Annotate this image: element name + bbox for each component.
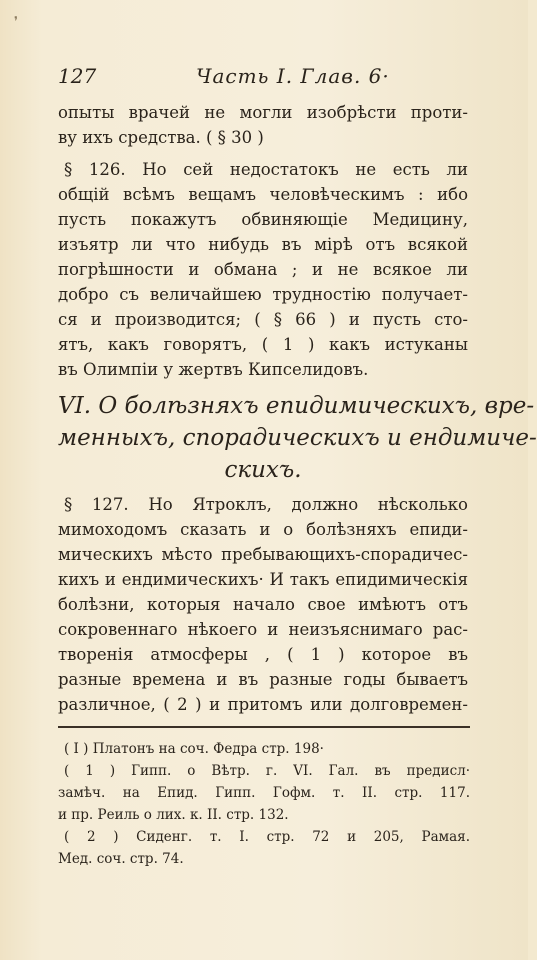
- text-line: добро съ величайшею трудностiю получает-: [58, 285, 468, 304]
- paragraph-126: [58, 157, 468, 382]
- text-line: мимоходомъ сказать и о болѣзняхъ епиди-: [58, 520, 468, 539]
- footnote-line: Мед. соч. стр. 74.: [58, 851, 184, 867]
- heading-line: скихъ.: [224, 457, 302, 483]
- running-header: [58, 64, 458, 92]
- footnote-line: ( I ) Платонъ на соч. Федра стр. 198·: [64, 741, 324, 757]
- footnote-line: и пр. Реиль о лих. к. II. стр. 132.: [58, 807, 289, 823]
- text-line: болѣзни, которыя начало свое имѣютъ отъ: [58, 595, 468, 614]
- text-line: ся и производится; ( § 66 ) и пусть сто-: [58, 310, 468, 329]
- heading-line: VI. О болѣзняхъ епидимическихъ, вре-: [58, 393, 535, 419]
- running-title: Часть I. Глав. 6·: [196, 64, 390, 88]
- text-line: въ Олимпiи у жертвъ Кипселидовъ.: [58, 360, 369, 379]
- text-line: ву ихъ средства. ( § 30 ): [58, 128, 264, 147]
- text-line: кихъ и ендимическихъ· И такъ епидимическiя: [58, 570, 468, 589]
- text-line: изъятp ли что нибудь въ мiрѣ отъ всякой: [58, 235, 468, 254]
- section-heading: [58, 390, 537, 486]
- heading-line: менныхъ, спорадическихъ и ендимиче-: [58, 425, 537, 451]
- footnote-divider: [58, 726, 470, 728]
- text-line: различное, ( 2 ) и притомъ или долговремен-: [58, 695, 468, 714]
- footnote-line: замѣч. на Епид. Гипп. Гофм. т. II. стр. 117.: [58, 785, 470, 801]
- footnote-line: ( 1 ) Гипп. о Вѣтр. г. VI. Гал. въ предисл·: [64, 763, 470, 779]
- page-number: 127: [58, 64, 97, 88]
- text-line: разные времена и въ разные годы бываетъ: [58, 670, 468, 689]
- footnotes: [58, 738, 470, 870]
- paragraph-continuation: [58, 100, 468, 150]
- text-line: § 127. Но Ятроклъ, должно нѣсколько: [64, 495, 468, 514]
- paragraph-127: [58, 492, 468, 717]
- text-line: творенiя атмосферы , ( 1 ) которое въ: [58, 645, 468, 664]
- page-corner-mark: ❜: [14, 14, 18, 28]
- text-line: опыты врачей не могли изобрѣсти проти-: [58, 103, 468, 122]
- text-line: сокровеннаго нѣкоего и неизъяснимаго рас-: [58, 620, 468, 639]
- text-line: погрѣшности и обмана ; и не всякое ли: [58, 260, 468, 279]
- text-line: ятъ, какъ говорятъ, ( 1 ) какъ истуканы: [58, 335, 468, 354]
- text-line: § 126. Но сей недостатокъ не есть ли: [64, 160, 468, 179]
- text-line: мическихъ мѣсто пребывающихъ-спорадичес-: [58, 545, 468, 564]
- text-line: общiй всѣмъ вещамъ человѣческимъ : ибо: [58, 185, 468, 204]
- footnote-line: ( 2 ) Сиденг. т. I. стр. 72 и 205, Рамая.: [64, 829, 470, 845]
- text-line: пусть покажутъ обвиняющiе Медицину,: [58, 210, 468, 229]
